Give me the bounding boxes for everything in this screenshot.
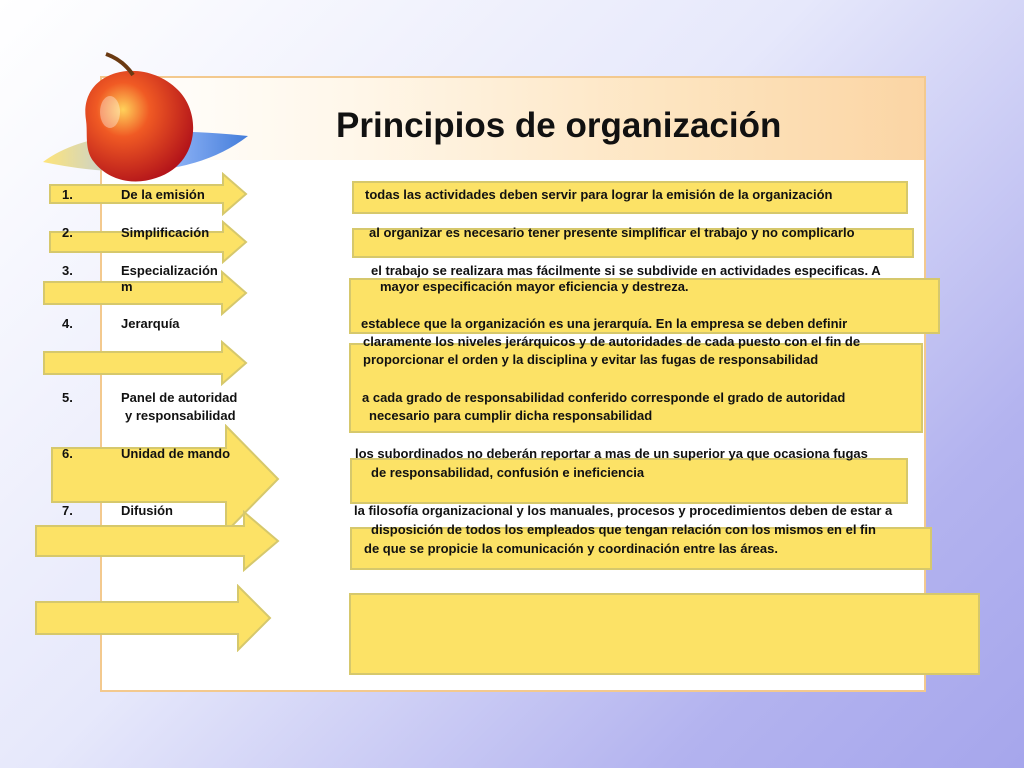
principle-description: proporcionar el orden y la disciplina y evitar las fugas de responsabilidad — [363, 352, 819, 367]
slide-title: Principios de organización — [336, 106, 782, 145]
apple-illustration — [38, 50, 258, 190]
principle-number: 4. — [62, 316, 73, 331]
principle-description: el trabajo se realizara mas fácilmente si se subdivide en actividades especificas. A — [371, 263, 881, 278]
principle-name-continued: m — [121, 279, 133, 294]
principle-name: Especialización — [121, 263, 218, 278]
principle-number: 7. — [62, 503, 73, 518]
text-box — [349, 593, 980, 675]
principle-description: claramente los niveles jerárquicos y de autoridades de cada puesto con el fin de — [363, 334, 861, 349]
principle-description: los subordinados no deberán reportar a mas de un superior ya que ocasiona fugas — [355, 446, 868, 461]
principle-description: de que se propicie la comunicación y coordinación entre las áreas. — [364, 541, 778, 556]
principle-description: mayor especificación mayor eficiencia y destreza. — [380, 279, 689, 294]
principle-description: a cada grado de responsabilidad conferido corresponde el grado de autoridad — [362, 390, 846, 405]
principle-name: De la emisión — [121, 187, 205, 202]
arrow-shape — [34, 584, 272, 652]
principle-description: disposición de todos los empleados que tengan relación con los mismos en el fin — [371, 522, 876, 537]
principle-number: 2. — [62, 225, 73, 240]
principle-description: todas las actividades deben servir para lograr la emisión de la organización — [365, 187, 833, 202]
principle-number: 3. — [62, 263, 73, 278]
principle-name: Panel de autoridad — [121, 390, 238, 405]
principle-number: 5. — [62, 390, 73, 405]
principle-name: Jerarquía — [121, 316, 180, 331]
principle-description: la filosofía organizacional y los manuales, procesos y procedimientos deben de estar a — [354, 503, 893, 518]
principle-number: 1. — [62, 187, 73, 202]
principle-name-continued: y responsabilidad — [125, 408, 236, 423]
principle-name: Unidad de mando — [121, 446, 231, 461]
arrow-shape — [34, 510, 280, 572]
principle-number: 6. — [62, 446, 73, 461]
principle-name: Difusión — [121, 503, 173, 518]
principle-description: de responsabilidad, confusión e ineficiencia — [371, 465, 645, 480]
principle-description: al organizar es necesario tener presente simplificar el trabajo y no complicarlo — [369, 225, 855, 240]
principle-description: necesario para cumplir dicha responsabilidad — [369, 408, 653, 423]
arrow-shape — [42, 340, 248, 386]
principle-description: establece que la organización es una jerarquía. En la empresa se deben definir — [361, 316, 848, 331]
principle-name: Simplificación — [121, 225, 210, 240]
